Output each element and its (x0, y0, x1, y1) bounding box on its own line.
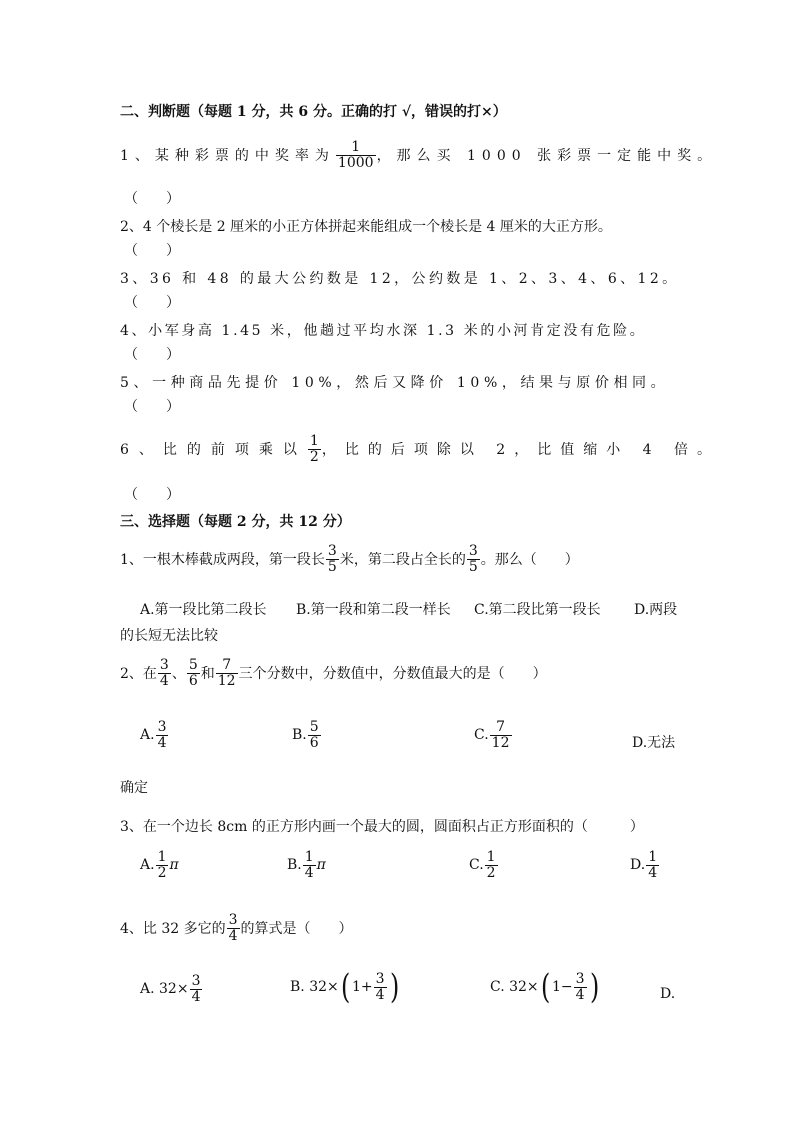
choice-q2-option-d-cont: 确定 (120, 780, 148, 796)
fraction-numerator: 1 (309, 432, 319, 449)
judge-q1-fraction (336, 140, 376, 170)
judge-q5: 5、一种商品先提价 10%，然后又降价 10%，结果与原价相同。 (120, 375, 670, 391)
fraction-numerator: 1 (157, 849, 167, 865)
option-letter: A. (140, 857, 155, 874)
judge-q6 (120, 428, 721, 470)
option-letter: B. (292, 727, 307, 744)
fraction-denominator: 4 (157, 734, 167, 751)
fraction-denominator: 4 (159, 672, 169, 689)
fraction-denominator: 2 (309, 448, 319, 465)
fraction-numerator: 5 (188, 657, 198, 673)
fraction-numerator: 1 (486, 849, 496, 865)
choice-q1-option-d[interactable]: D.两段 (634, 602, 678, 618)
option-letter: B. 32× (290, 979, 339, 995)
fraction-numerator: 3 (327, 543, 337, 559)
fraction-denominator: 12 (217, 672, 236, 689)
judge-q6-blank[interactable]: （ ） (124, 487, 180, 503)
option-expression: 1+ (352, 979, 373, 995)
fraction-denominator: 4 (575, 986, 585, 1003)
choice-q1-fraction2 (467, 544, 480, 574)
right-paren: ) (589, 967, 599, 1007)
fraction-denominator: 4 (648, 864, 658, 881)
choice-q4 (120, 913, 353, 943)
choice-q2-fraction1 (158, 658, 171, 688)
judge-q1-pre: 1、某种彩票的中奖率为 (120, 148, 335, 164)
section3-title: 三、选择题（每题 2 分，共 12 分） (120, 514, 351, 530)
choice-q2-option-c[interactable] (474, 720, 513, 750)
choice-q4-option-b[interactable] (290, 967, 401, 1007)
choice-q4-pre: 4、比 32 多它的 (120, 921, 226, 938)
option-letter: D. (630, 857, 646, 874)
choice-q1-mid: 米，第二段占全长的 (339, 552, 466, 569)
option-letter: C. (474, 727, 489, 744)
choice-q4-post: 的算式是（ ） (240, 921, 353, 938)
fraction-denominator: 4 (375, 986, 385, 1003)
option-letter: C. (469, 857, 484, 874)
fraction-numerator: 3 (375, 970, 385, 987)
pi-symbol: π (316, 857, 326, 874)
pi-symbol: π (169, 857, 179, 874)
choice-q1 (120, 544, 579, 574)
option-fraction (490, 720, 512, 750)
fraction-numerator: 7 (222, 657, 232, 673)
judge-q2: 2、4 个棱长是 2 厘米的小正方体拼起来能组成一个棱长是 4 厘米的大正方形。 (120, 219, 612, 235)
choice-q3-option-d[interactable] (630, 850, 660, 880)
choice-q4-option-c[interactable] (490, 967, 601, 1007)
choice-q3-option-b[interactable] (287, 850, 326, 880)
choice-q2-sep1: 、 (171, 666, 186, 683)
fraction-denominator: 12 (491, 734, 510, 751)
choice-q3-option-a[interactable] (140, 850, 179, 880)
choice-q4-option-d[interactable]: D. (660, 986, 676, 1002)
choice-q1-pre: 1、一根木棒截成两段，第一段长 (120, 552, 325, 569)
section2-title: 二、判断题（每题 1 分，共 6 分。正确的打 √，错误的打×） (120, 104, 507, 120)
judge-q6-post: ，比的后项除以 2，比值缩小 4 倍。 (321, 442, 721, 458)
fraction-denominator: 4 (228, 927, 238, 944)
judge-q1 (120, 134, 718, 176)
choice-q3-option-c[interactable] (469, 850, 499, 880)
judge-q2-blank[interactable]: （ ） (124, 243, 180, 259)
fraction-denominator: 2 (486, 864, 496, 881)
judge-q5-blank[interactable]: （ ） (124, 399, 180, 415)
choice-q2-option-a[interactable] (140, 720, 169, 750)
fraction-numerator: 3 (228, 912, 238, 928)
option-letter: A. (140, 727, 155, 744)
fraction-numerator: 3 (191, 973, 201, 989)
judge-q6-pre: 6、比的前项乘以 (120, 442, 307, 458)
choice-q3: 3、在一个边长 8cm 的正方形内画一个最大的圆，圆面积占正方形面积的（ ） (120, 819, 644, 835)
choice-q2-fraction3 (216, 658, 238, 688)
fraction-denominator: 1000 (337, 154, 374, 171)
choice-q1-option-b[interactable]: B.第一段和第二段一样长 (296, 602, 451, 618)
choice-q2-option-d[interactable]: D.无法 (632, 735, 676, 751)
option-fraction (303, 850, 316, 880)
left-paren: ( (540, 967, 550, 1007)
choice-q1-option-d-cont: 的长短无法比较 (120, 628, 218, 644)
fraction-numerator: 3 (157, 719, 167, 735)
choice-q1-post: 。那么（ ） (480, 552, 579, 569)
judge-q3-blank[interactable]: （ ） (124, 295, 180, 311)
fraction-numerator: 1 (648, 849, 658, 865)
fraction-numerator: 7 (496, 719, 506, 735)
fraction-denominator: 6 (188, 672, 198, 689)
judge-q1-post: ，那么买 1000 张彩票一定能中奖。 (376, 148, 718, 164)
choice-q2-post: 三个分数中，分数值中，分数值最大的是（ ） (238, 666, 547, 683)
choice-q4-fraction (227, 913, 240, 943)
choice-q2-sep2: 和 (200, 666, 215, 683)
judge-q1-blank[interactable]: （ ） (124, 191, 180, 207)
fraction-numerator: 3 (575, 970, 585, 987)
choice-q1-fraction1 (326, 544, 339, 574)
fraction-numerator: 1 (304, 849, 314, 865)
choice-q2-fraction2 (187, 658, 200, 688)
judge-q3: 3、36 和 48 的最大公约数是 12，公约数是 1、2、3、4、6、12。 (120, 271, 680, 287)
fraction-numerator: 3 (468, 543, 478, 559)
fraction-numerator: 5 (309, 719, 319, 735)
fraction-numerator: 1 (351, 138, 361, 155)
judge-q4-blank[interactable]: （ ） (124, 347, 180, 363)
option-fraction (485, 850, 498, 880)
choice-q4-option-a[interactable] (140, 974, 203, 1004)
option-expression: 1− (551, 979, 573, 995)
judge-q6-fraction (308, 434, 321, 464)
fraction-numerator: 3 (159, 657, 169, 673)
choice-q2-option-b[interactable] (292, 720, 322, 750)
option-fraction (156, 850, 169, 880)
option-fraction (646, 850, 659, 880)
option-fraction (190, 974, 203, 1004)
option-letter: B. (287, 857, 302, 874)
choice-q2-pre: 2、在 (120, 666, 157, 683)
option-fraction (156, 720, 169, 750)
fraction-denominator: 5 (468, 558, 478, 575)
choice-q1-option-a[interactable]: A.第一段比第二段长 (140, 602, 267, 618)
fraction-denominator: 4 (304, 864, 314, 881)
option-fraction (308, 720, 321, 750)
option-fraction (574, 972, 587, 1002)
choice-q2 (120, 658, 547, 688)
left-paren: ( (340, 967, 351, 1007)
right-paren: ) (389, 967, 399, 1007)
fraction-denominator: 4 (191, 988, 201, 1005)
fraction-denominator: 5 (327, 558, 337, 575)
option-letter: A. 32× (140, 981, 189, 998)
option-letter: C. 32× (490, 979, 539, 995)
choice-q1-option-c[interactable]: C.第二段比第一段长 (474, 602, 601, 618)
judge-q4: 4、小军身高 1.45 米，他趟过平均水深 1.3 米的小河肯定没有危险。 (120, 323, 647, 339)
fraction-denominator: 6 (309, 734, 319, 751)
option-fraction (374, 972, 387, 1002)
fraction-denominator: 2 (157, 864, 167, 881)
